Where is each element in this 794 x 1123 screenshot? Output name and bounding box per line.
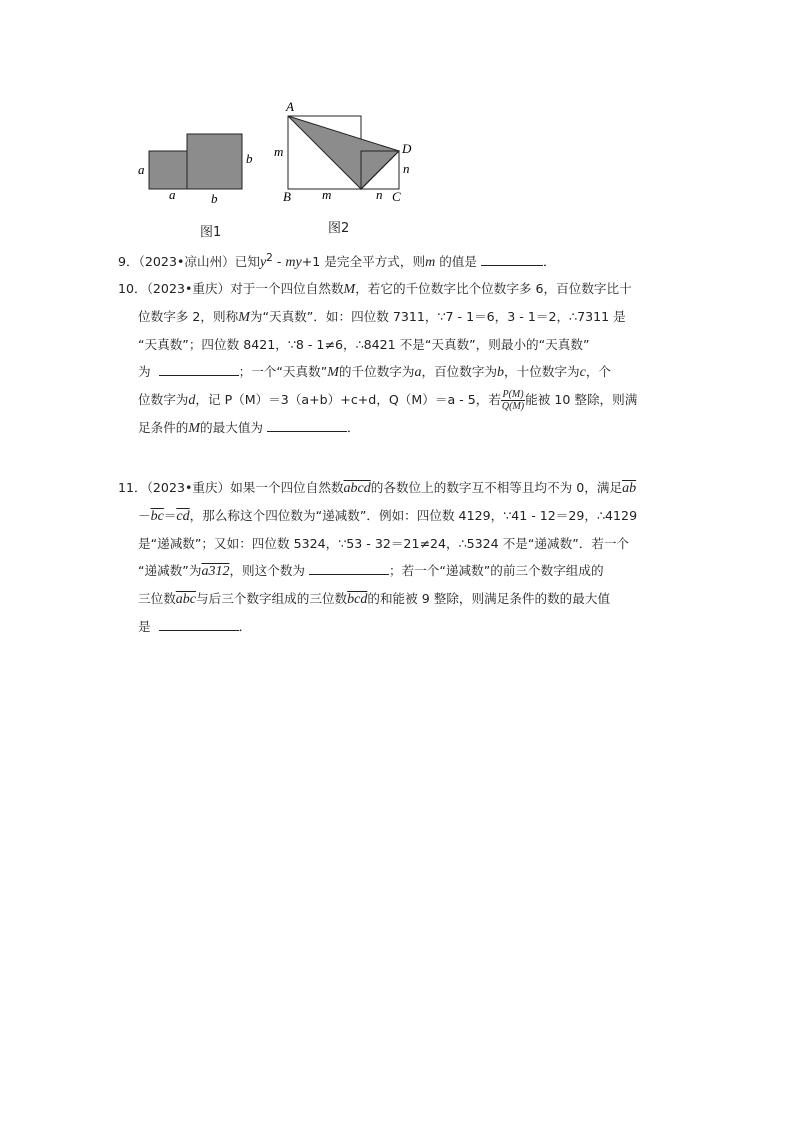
figure-2-diagram [270, 97, 420, 207]
label-n-bottom: n [376, 187, 383, 202]
question-10-line-6 [118, 414, 678, 442]
var-a: a [414, 365, 422, 380]
text: ，百位数字为 [421, 364, 498, 379]
text: “递减数”为 [138, 563, 202, 578]
text: 如果一个四位自然数 [230, 480, 344, 495]
text: 三位数 [138, 591, 176, 606]
var-my: my [285, 255, 302, 271]
var-m: m [425, 255, 436, 271]
figure-2-caption: 图2 [328, 221, 350, 236]
answer-blank-10a[interactable] [159, 363, 239, 376]
text: 位数字多 2，则称 [138, 309, 239, 324]
var-y: y [259, 255, 267, 271]
question-10-number: 10． [118, 281, 147, 296]
text: 与后三个数字组成的三位数 [196, 591, 348, 606]
question-11-line-3 [118, 530, 678, 557]
label-b-right: b [246, 151, 253, 166]
answer-blank-11b[interactable] [159, 618, 239, 631]
text: 的千位数字为 [338, 364, 415, 379]
text: 位数字为 [138, 392, 189, 407]
text: 是 [138, 619, 151, 634]
question-10-line-4 [118, 358, 678, 386]
question-9-text: - [272, 254, 286, 270]
label-a-bottom: a [169, 187, 176, 202]
text: ，则这个数为 [229, 563, 305, 578]
question-9-text: +1 是完全平方式，则 [301, 254, 426, 270]
text: 足条件的 [138, 420, 189, 435]
figure-1-caption: 图1 [200, 225, 222, 240]
var-c: c [579, 365, 586, 380]
overline-abc: $\overline{abc}$ [175, 592, 196, 607]
question-10-line-3 [118, 331, 678, 358]
var-M: M [188, 421, 201, 436]
var-M: M [327, 365, 339, 380]
fraction-numerator: P(M) [502, 389, 524, 400]
text: 对于一个四位自然数 [230, 281, 344, 296]
text: 的各数位上的数字互不相等且均不为 0，满足 [370, 480, 623, 495]
question-9-line [118, 245, 678, 276]
text: ，记 P（M）＝3（a+b）+c+d，Q（M）＝a - 5，若 [195, 392, 501, 407]
overline-bc: $\overline{bc}$ [150, 509, 164, 524]
text: ． [347, 420, 360, 435]
figure-1-diagram [130, 125, 270, 210]
question-9-text: 已知 [234, 254, 260, 270]
figure-1 [130, 125, 270, 214]
text: 的最大值为 [200, 420, 264, 435]
var-M: M [343, 282, 356, 297]
answer-blank-11a[interactable] [309, 562, 389, 575]
question-11-line-6 [118, 613, 678, 640]
text: ，个 [585, 364, 611, 379]
text: ；若一个“递减数”的前三个数字组成的 [389, 563, 604, 578]
text: “天真数”；四位数 8421，∵8 - 1≠6，∴8421 不是“天真数”，则最小的“天真数” [138, 337, 590, 352]
label-m-bottom: m [322, 187, 332, 202]
question-9 [118, 245, 678, 276]
text: ，十位数字为 [504, 364, 580, 379]
label-a-left: a [138, 162, 145, 177]
question-10-line-5 [118, 386, 678, 414]
question-9-end: ． [543, 254, 556, 270]
label-A: A [286, 99, 294, 114]
label-D: D [402, 141, 412, 156]
text: ＝ [163, 508, 177, 523]
question-9-number: 9． [118, 254, 139, 270]
question-10 [118, 275, 678, 442]
overline-a312: a312 [201, 564, 230, 579]
text: ． [238, 619, 252, 634]
square-b [187, 134, 242, 189]
question-11-line-1 [118, 474, 678, 502]
question-11-line-4 [118, 557, 678, 585]
var-b: b [497, 365, 505, 380]
answer-blank-10b[interactable] [267, 419, 347, 432]
question-11-line-5 [118, 585, 678, 613]
question-10-source: （2023•重庆） [146, 281, 231, 296]
text: 能被 10 整除，则满 [525, 392, 638, 407]
label-C: C [392, 189, 401, 204]
text: 是“递减数”；又如：四位数 5324，∵53 - 32＝21≠24，∴5324 不是“递减数”．若一个 [138, 536, 630, 551]
text: ，那么称这个四位数为“递减数”．例如：四位数 4129，∵41 - 12＝29，∴4129 [189, 508, 638, 523]
text: 为“天真数”．如：四位数 7311，∵7 - 1＝6，3 - 1＝2，∴7311 是 [249, 309, 626, 324]
var-d: d [188, 393, 196, 408]
figure-2 [270, 97, 420, 211]
text: 为 [138, 364, 151, 379]
question-11-number: 11． [118, 480, 147, 495]
overline-cd: $\overline{cd}$ [176, 509, 190, 524]
overline-abcd: abcd [343, 481, 371, 496]
text: 的和能被 9 整除，则满足条件的数的最大值 [367, 591, 611, 606]
var-M: M [238, 310, 250, 325]
text: － [138, 508, 151, 523]
label-b-bottom: b [211, 191, 218, 206]
square-a [149, 151, 187, 189]
question-10-line-2 [118, 303, 678, 331]
question-11 [118, 474, 678, 640]
question-9-text: 的值是 [435, 254, 477, 270]
fraction-P-over-Q [501, 389, 525, 412]
label-B: B [283, 189, 291, 204]
fraction-denominator: Q(M) [501, 401, 525, 412]
label-m-left: m [274, 144, 284, 159]
question-9-source: （2023•凉山州） [138, 254, 235, 270]
question-11-source: （2023•重庆） [146, 480, 231, 495]
answer-blank-9[interactable] [481, 253, 543, 266]
exponent-2: 2 [266, 252, 273, 264]
question-10-line-1 [118, 275, 678, 303]
text: ，若它的千位数字比个位数字多 6，百位数字比十 [355, 281, 632, 296]
text: ；一个“天真数” [238, 364, 328, 379]
question-11-line-2 [118, 502, 678, 530]
label-n-right: n [403, 161, 410, 176]
overline-ab: $\overline{ab}$ [622, 481, 637, 496]
overline-bcd: $\overline{bcd}$ [347, 592, 368, 607]
